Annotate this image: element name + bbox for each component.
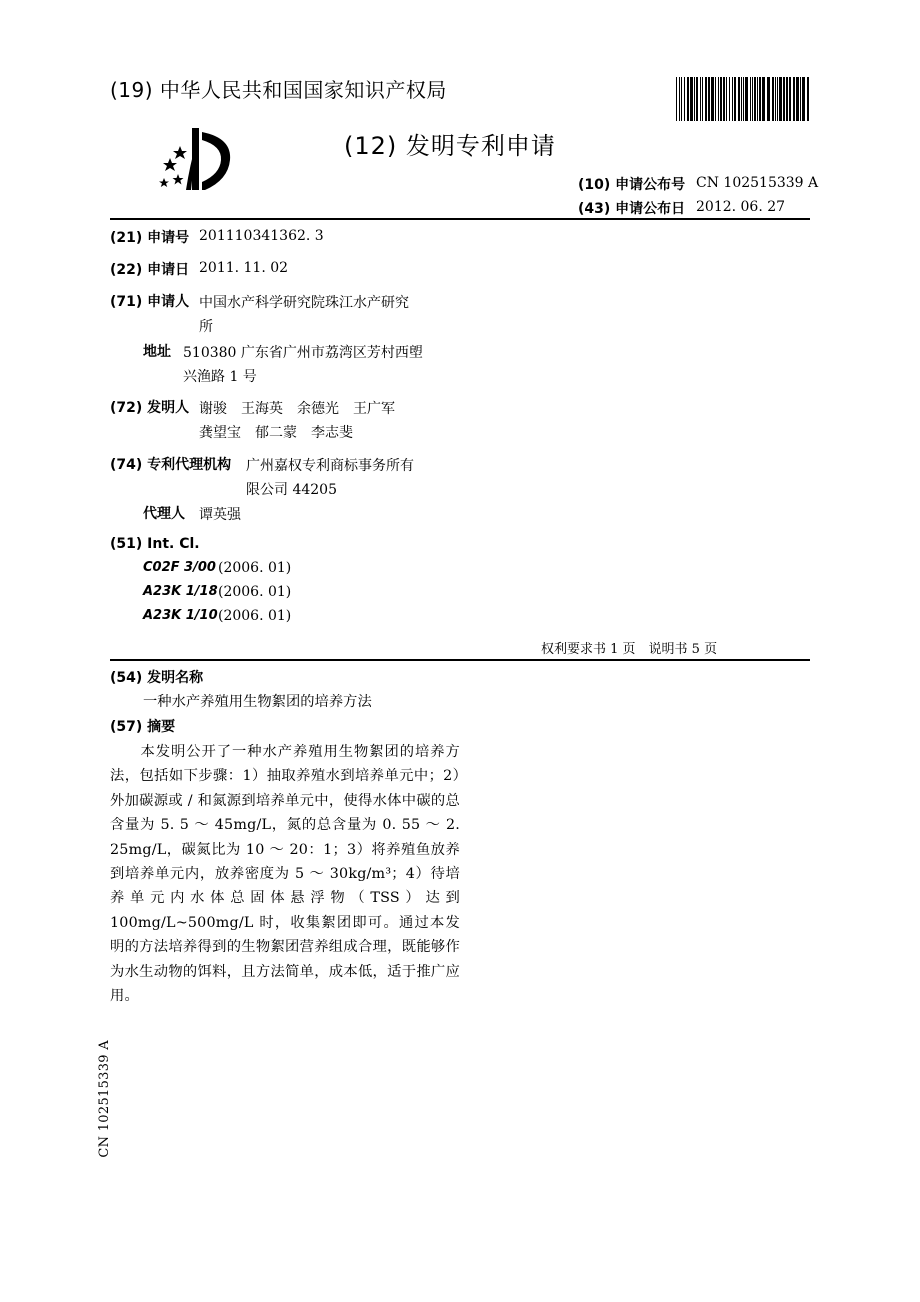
publication-number-label: (10) 申请公布号 <box>578 177 686 193</box>
applicant-label: (71) 申请人 <box>110 294 190 310</box>
agency-line-1: 广州嘉权专利商标事务所有 <box>246 458 414 474</box>
ipc-code: A23K 1/18 <box>143 584 218 599</box>
inventors-line-2: 龚望宝 郁二蒙 李志斐 <box>199 425 353 441</box>
abstract-label: (57) 摘要 <box>110 719 176 735</box>
agency-line-2: 限公司 44205 <box>246 482 337 498</box>
inventors-line-1: 谢骏 王海英 余德光 王广军 <box>199 401 395 417</box>
agent-name: 谭英强 <box>199 507 241 523</box>
document-type-title: (12) 发明专利申请 <box>344 132 556 160</box>
application-date: 2011. 11. 02 <box>199 260 289 276</box>
applicant-line-1: 中国水产科学研究院珠江水产研究 <box>199 295 409 311</box>
ipc-code: A23K 1/10 <box>143 608 218 623</box>
page-counts: 权利要求书 1 页 说明书 5 页 <box>541 642 718 657</box>
section-divider <box>110 659 810 661</box>
address-label: 地址 <box>143 344 171 360</box>
header-divider <box>110 218 810 220</box>
ipc-version: (2006. 01) <box>218 584 292 600</box>
publication-number: CN 102515339 A <box>696 175 819 191</box>
side-publication-number: CN 102515339 A <box>97 1040 112 1158</box>
application-number-label: (21) 申请号 <box>110 230 190 246</box>
publication-date: 2012. 06. 27 <box>696 199 786 215</box>
int-cl-label: (51) Int. Cl. <box>110 536 200 552</box>
application-number: 201110341362. 3 <box>199 228 324 244</box>
invention-title: 一种水产养殖用生物絮团的培养方法 <box>143 694 372 710</box>
application-date-label: (22) 申请日 <box>110 262 190 278</box>
address-line-1: 510380 广东省广州市荔湾区芳村西塱 <box>183 345 423 361</box>
cnipa-emblem <box>150 124 240 196</box>
address-line-2: 兴渔路 1 号 <box>183 369 257 385</box>
abstract-text: 本发明公开了一种水产养殖用生物絮团的培养方法，包括如下步骤：1）抽取养殖水到培养单元中；2）外加碳源或 / 和氮源到培养单元中，使得水体中碳的总含量为 5. 5 ～ 45mg/L，氮的总含量为 0. 55 ～ 2. 25mg/L，碳氮比为 10 ～ 20：1；3）将养殖鱼放养到培养单元内，放养密度为 5 ～ 30kg/m³；4）待培养单元内水体总固体悬浮物（TSS）达到 100mg/L~500mg/L 时，收集絮团即可。通过本发明的方法培养得到的生物絮团营养组成合理，既能够作为水生动物的饵料，且方法简单，成本低，适于推广应用。 <box>110 744 460 1005</box>
applicant-line-2: 所 <box>199 319 213 335</box>
ipc-version: (2006. 01) <box>218 608 292 624</box>
patent-office: (19) 中华人民共和国国家知识产权局 <box>110 78 447 102</box>
publication-date-label: (43) 申请公布日 <box>578 201 686 217</box>
ipc-version: (2006. 01) <box>218 560 292 576</box>
invention-title-label: (54) 发明名称 <box>110 670 204 686</box>
barcode <box>676 77 810 121</box>
ipc-code: C02F 3/00 <box>143 560 216 575</box>
agency-label: (74) 专利代理机构 <box>110 457 232 473</box>
agent-label: 代理人 <box>143 506 185 522</box>
inventors-label: (72) 发明人 <box>110 400 190 416</box>
